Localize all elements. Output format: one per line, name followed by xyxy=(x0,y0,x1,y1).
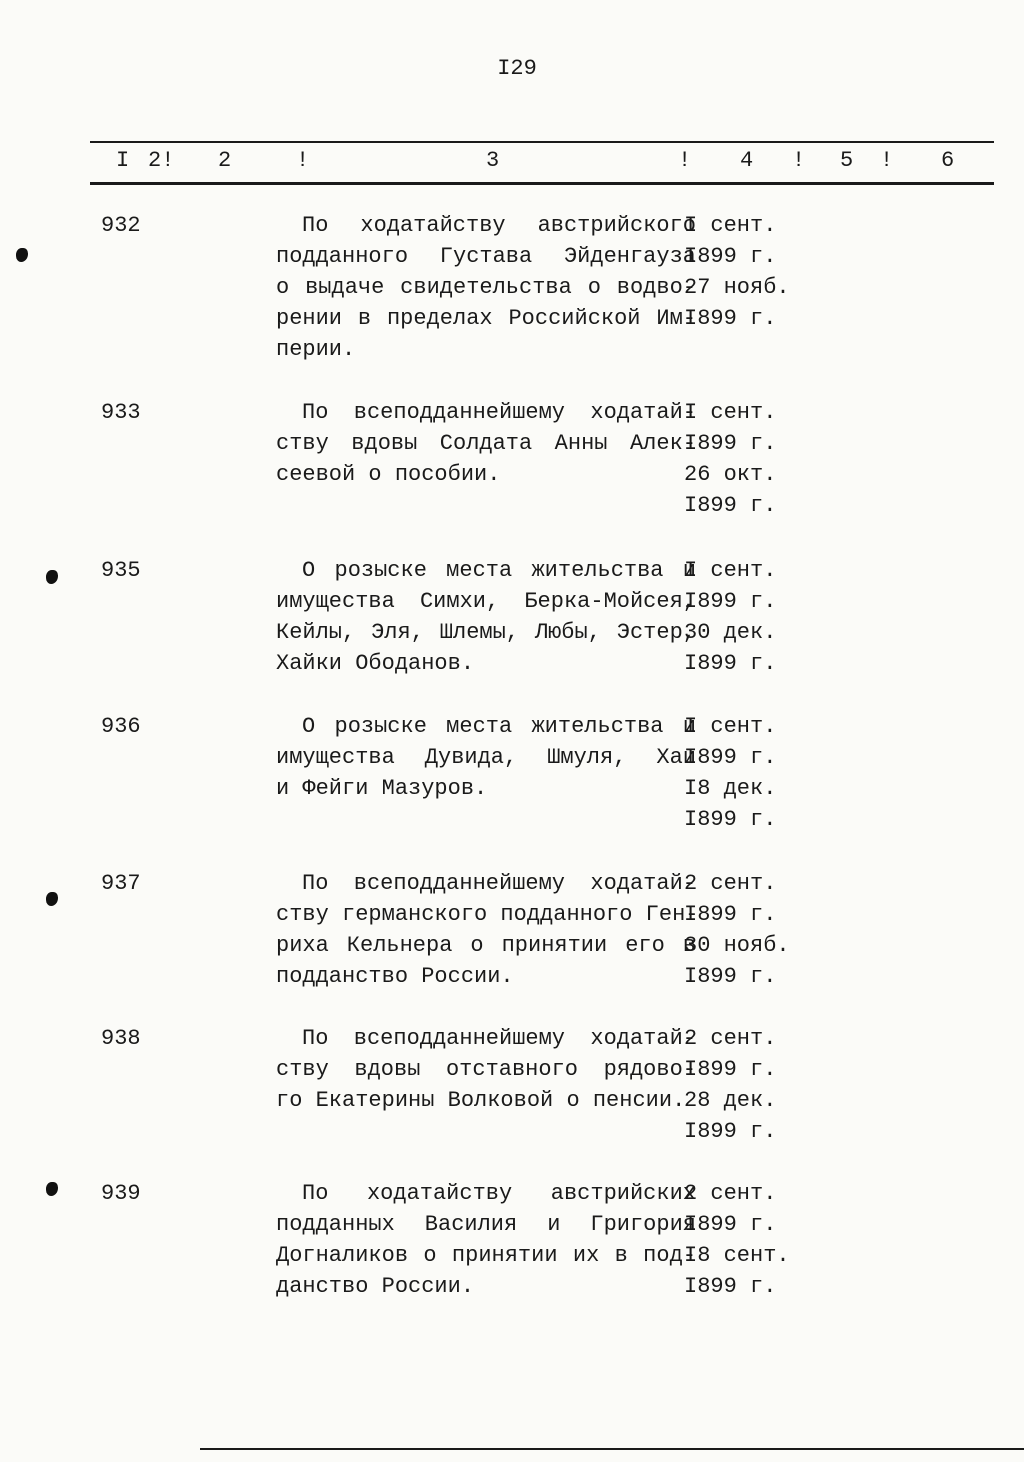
description-line: По ходатайству австрийского xyxy=(302,213,696,238)
description-line: ству вдовы отставного рядово- xyxy=(276,1057,696,1082)
record-number: 938 xyxy=(101,1026,141,1051)
description-line: По всеподданнейшему ходатай- xyxy=(302,1026,696,1051)
description-line: О розыске места жительства и xyxy=(302,558,696,583)
description-line: Хайки Ободанов. xyxy=(276,651,475,676)
description-line: сеевой о пособии. xyxy=(276,462,501,487)
header-col-3: 3 xyxy=(486,148,500,173)
date-year: I899 г. xyxy=(684,244,777,269)
binding-hole-mark xyxy=(16,248,28,262)
date-day-month: I сент. xyxy=(684,400,777,425)
header-sep-2: ! xyxy=(678,148,692,173)
date-day-month: I8 сент. xyxy=(684,1243,790,1268)
date-day-month: I сент. xyxy=(684,714,777,739)
description-line: ству германского подданного Ген- xyxy=(276,902,699,927)
binding-hole-mark xyxy=(46,1182,58,1196)
date-day-month: 30 нояб. xyxy=(684,933,790,958)
date-year: I899 г. xyxy=(684,493,777,518)
date-year: I899 г. xyxy=(684,1212,777,1237)
description-line: перии. xyxy=(276,337,356,362)
date-day-month: 30 дек. xyxy=(684,620,777,645)
record-description xyxy=(276,1023,696,1116)
date-year: I899 г. xyxy=(684,1119,777,1144)
record-description xyxy=(276,711,696,804)
record-number: 935 xyxy=(101,558,141,583)
date-day-month: I сент. xyxy=(684,558,777,583)
date-year: I899 г. xyxy=(684,589,777,614)
description-line: рении в пределах Российской Им- xyxy=(276,306,696,331)
binding-hole-mark xyxy=(46,570,58,584)
date-year: I899 г. xyxy=(684,306,777,331)
description-line: По всеподданнейшему ходатай- xyxy=(302,871,696,896)
description-line: ству вдовы Солдата Анны Алек- xyxy=(276,431,696,456)
record-number: 939 xyxy=(101,1181,141,1206)
record-description xyxy=(276,555,696,679)
record-dates xyxy=(684,555,804,679)
header-sep-3: ! xyxy=(792,148,806,173)
header-top-rule xyxy=(90,141,994,143)
description-line: го Екатерины Волковой о пенсии. xyxy=(276,1088,686,1113)
page-number: I29 xyxy=(497,56,537,81)
date-day-month: 2 сент. xyxy=(684,1026,777,1051)
date-day-month: 28 дек. xyxy=(684,1088,777,1113)
record-number: 937 xyxy=(101,871,141,896)
record-number: 936 xyxy=(101,714,141,739)
header-col-5: 5 xyxy=(840,148,854,173)
header-sep-1: ! xyxy=(296,148,310,173)
date-year: I899 г. xyxy=(684,1274,777,1299)
table-header xyxy=(0,148,1024,176)
description-line: подданного Густава Эйденгауза xyxy=(276,244,696,269)
date-year: I899 г. xyxy=(684,431,777,456)
date-year: I899 г. xyxy=(684,807,777,832)
binding-hole-mark xyxy=(46,892,58,906)
record-dates xyxy=(684,1023,804,1147)
record-description xyxy=(276,868,699,992)
date-day-month: 27 нояб. xyxy=(684,275,790,300)
description-line: данство России. xyxy=(276,1274,475,1299)
date-year: I899 г. xyxy=(684,745,777,770)
description-line: имущества Дувида, Шмуля, Хаи xyxy=(276,745,696,770)
header-col-6: 6 xyxy=(941,148,955,173)
record-dates xyxy=(684,210,804,334)
description-line: По ходатайству австрийских xyxy=(302,1181,696,1206)
record-description xyxy=(276,1178,696,1302)
record-dates xyxy=(684,711,804,835)
date-day-month: I8 дек. xyxy=(684,776,777,801)
description-line: риха Кельнера о принятии его в xyxy=(276,933,696,958)
page-bottom-rule xyxy=(200,1448,1024,1450)
header-col-2a: 2! xyxy=(148,148,175,173)
date-day-month: 2 сент. xyxy=(684,1181,777,1206)
date-year: I899 г. xyxy=(684,651,777,676)
header-col-4: 4 xyxy=(740,148,754,173)
record-description xyxy=(276,397,696,490)
date-day-month: 26 окт. xyxy=(684,462,777,487)
description-line: о выдаче свидетельства о водво- xyxy=(276,275,696,300)
record-description xyxy=(276,210,696,365)
record-dates xyxy=(684,1178,804,1302)
date-year: I899 г. xyxy=(684,902,777,927)
header-col-2b: 2 xyxy=(218,148,232,173)
header-sep-4: ! xyxy=(880,148,894,173)
date-year: I899 г. xyxy=(684,964,777,989)
record-number: 932 xyxy=(101,213,141,238)
description-line: По всеподданнейшему ходатай- xyxy=(302,400,696,425)
record-dates xyxy=(684,397,804,521)
date-day-month: 2 сент. xyxy=(684,871,777,896)
header-col-1: I xyxy=(116,148,130,173)
description-line: и Фейги Мазуров. xyxy=(276,776,488,801)
date-day-month: I сент. xyxy=(684,213,777,238)
description-line: О розыске места жительства и xyxy=(302,714,696,739)
description-line: подданство России. xyxy=(276,964,514,989)
description-line: имущества Симхи, Берка-Мойсея, xyxy=(276,589,696,614)
record-number: 933 xyxy=(101,400,141,425)
date-year: I899 г. xyxy=(684,1057,777,1082)
description-line: подданных Василия и Григория xyxy=(276,1212,696,1237)
header-bottom-rule xyxy=(90,182,994,185)
record-dates xyxy=(684,868,804,992)
description-line: Кейлы, Эля, Шлемы, Любы, Эстер, xyxy=(276,620,696,645)
description-line: Догналиков о принятии их в под- xyxy=(276,1243,696,1268)
